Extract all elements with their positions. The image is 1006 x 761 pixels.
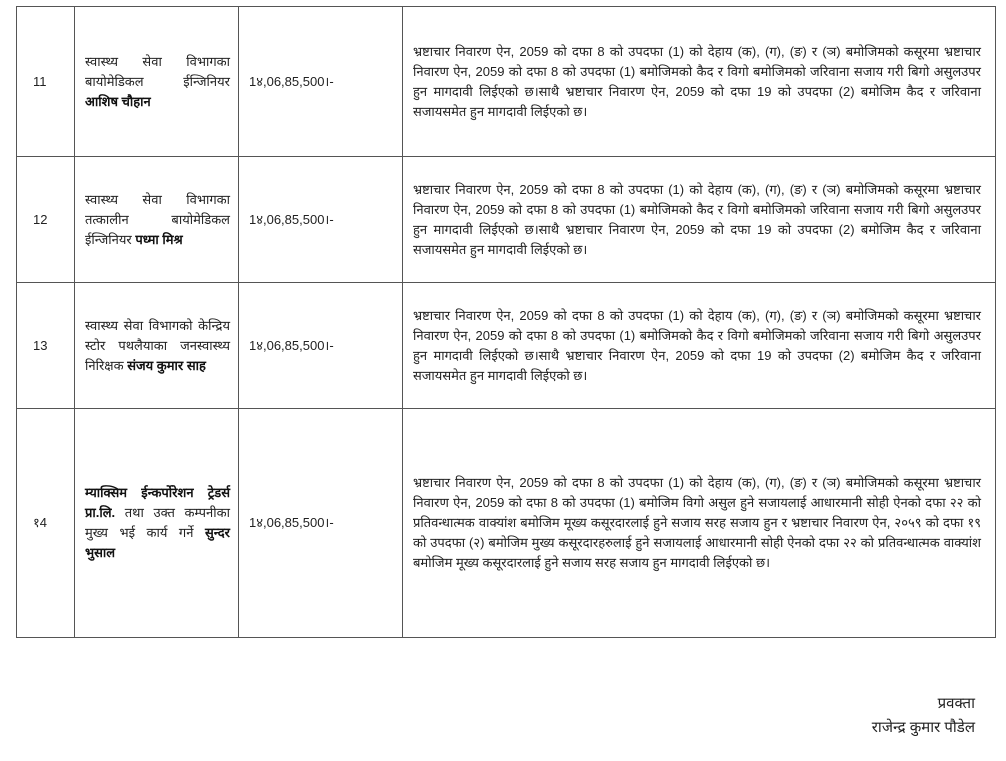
serial-number: 12 [17,157,75,283]
defendant-name: पध्मा मिश्र [135,231,183,247]
claim-description: भ्रष्टाचार निवारण ऐन, 2059 को दफा 8 को उपदफा (1) को देहाय (क), (ग), (ङ) र (ञ) बमोजिमको कसूरमा भ्रष्टाचार निवारण ऐन, 2059 को दफा 8 को उपदफा (1) बमोजिमको कैद र विगो बमोजिमको जरिवाना सजाय गरी बिगो असुलउपर हुन मागदावी लिईएको छ।साथै भ्रष्टाचार निवारण ऐन, 2059 को दफा 19 को उपदफा (2) बमोजिम कैद र जरिवाना सजायसमेत हुन मागदावी लिईएको छ। [403,7,996,157]
defendant-name: सुन्दर भुसाल [85,525,230,560]
table-row [17,283,996,409]
defendant-name: आशिष चौहान [85,93,151,109]
company-name: म्याक्सिम ईन्कर्पोरेशन ट्रेडर्स प्रा.लि. [85,485,230,520]
case-table [16,6,996,638]
claim-amount: 1४,06,85,500।- [239,283,403,409]
table-row [17,157,996,283]
signature-title: प्रवक्ता [937,695,975,712]
defendant [75,157,239,283]
table-row [17,7,996,157]
claim-description: भ्रष्टाचार निवारण ऐन, 2059 को दफा 8 को उपदफा (1) को देहाय (क), (ग), (ङ) र (ञ) बमोजिमको कसूरमा भ्रष्टाचार निवारण ऐन, 2059 को दफा 8 को उपदफा (1) बमोजिमको कैद र विगो बमोजिमको जरिवाना सजाय गरी बिगो असुलउपर हुन मागदावी लिईएको छ।साथै भ्रष्टाचार निवारण ऐन, 2059 को दफा 19 को उपदफा (2) बमोजिम कैद र जरिवाना सजायसमेत हुन मागदावी लिईएको छ। [403,283,996,409]
defendant-title: स्वास्थ्य सेवा विभागका तत्कालीन बायोमेडिकल ईन्जिनियर [85,191,230,247]
defendant [75,7,239,157]
claim-description: भ्रष्टाचार निवारण ऐन, 2059 को दफा 8 को उपदफा (1) को देहाय (क), (ग), (ङ) र (ञ) बमोजिमको कसूरमा भ्रष्टाचार निवारण ऐन, 2059 को दफा 8 को उपदफा (1) बमोजिमको कैद र विगो बमोजिमको जरिवाना सजाय गरी बिगो असुलउपर हुन मागदावी लिईएको छ।साथै भ्रष्टाचार निवारण ऐन, 2059 को दफा 19 को उपदफा (2) बमोजिम कैद र जरिवाना सजायसमेत हुन मागदावी लिईएको छ। [403,157,996,283]
claim-description: भ्रष्टाचार निवारण ऐन, 2059 को दफा 8 को उपदफा (1) को देहाय (क), (ग), (ङ) र (ञ) बमोजिमको कसूरमा भ्रष्टाचार निवारण ऐन, 2059 को दफा 8 को उपदफा (1) बमोजिम विगो असुल हुने सजायलाई आधारमानी सोही ऐनको दफा २२ को प्रतिवन्धात्मक वाक्यांश बमोजिम मूख्य कसूरदारलाई हुने सजाय सरह सजाय हुन र भ्रष्टाचार निवारण ऐन, २०५९ को दफा १९ को उपदफा (२) बमोजिम मुख्य कसूरदारहरुलाई हुने सजायलाई आधारमानी सोही ऐनको दफा २२ को प्रतिवन्धात्मक वाक्यांश बमोजिम मूख्य कसूरदारलाई हुने सजाय सरह सजाय हुन मागदावी लिईएको छ। [403,409,996,638]
serial-number: 13 [17,283,75,409]
defendant-title: तथा उक्त कम्पनीका मुख्य भई कार्य गर्ने [85,505,230,540]
claim-amount: 1४,06,85,500।- [239,157,403,283]
claim-amount: 1४,06,85,500।- [239,7,403,157]
serial-number: 11 [17,7,75,157]
defendant-name: संजय कुमार साह [127,357,206,373]
defendant-title: स्वास्थ्य सेवा विभागका बायोमेडिकल ईन्जिनियर [85,53,230,89]
table-row [17,409,996,638]
claim-amount: 1४,06,85,500।- [239,409,403,638]
serial-number: १4 [17,409,75,638]
defendant [75,409,239,638]
signature-name: राजेन्द्र कुमार पौडेल [871,719,975,736]
defendant [75,283,239,409]
signature-block [872,692,975,740]
defendant-title: स्वास्थ्य सेवा विभागको केन्द्रिय स्टोर पथलैयाका जनस्वास्थ्य निरिक्षक [85,317,230,373]
